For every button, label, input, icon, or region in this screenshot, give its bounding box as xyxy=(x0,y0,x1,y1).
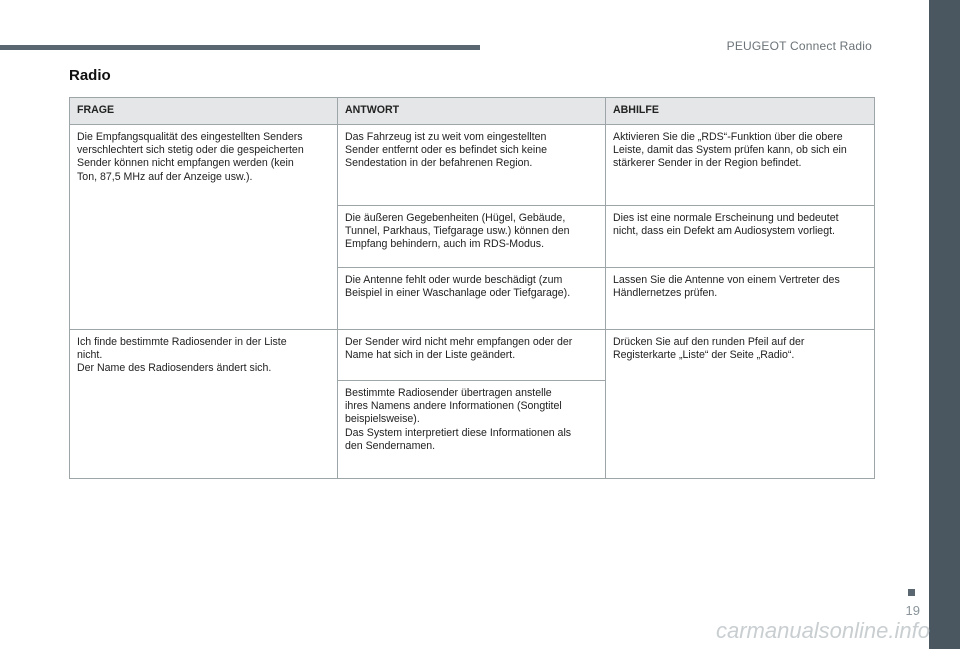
page-marker-square xyxy=(908,589,915,596)
question-cell: Ich finde bestimmte Radiosender in der Liste nicht. Der Name des Radiosenders ändert sich. xyxy=(70,330,338,479)
page-number: 19 xyxy=(905,603,920,618)
column-header-solution: ABHILFE xyxy=(606,98,875,125)
table-row xyxy=(70,330,875,381)
header-accent-bar xyxy=(0,45,480,50)
watermark: carmanualsonline.info xyxy=(715,618,930,643)
answer-cell: Die Antenne fehlt oder wurde beschädigt (zum Beispiel in einer Waschanlage oder Tiefgarage). xyxy=(338,268,606,330)
section-title: Radio xyxy=(69,67,111,84)
troubleshooting-table xyxy=(69,97,875,479)
manual-header-title: PEUGEOT Connect Radio xyxy=(726,39,872,53)
table-header-row xyxy=(70,98,875,125)
solution-cell: Aktivieren Sie die „RDS“-Funktion über die obere Leiste, damit das System prüfen kann, ob sich ein stärkerer Sender in der Region befindet. xyxy=(606,125,875,206)
question-cell: Die Empfangsqualität des eingestellten Senders verschlechtert sich stetig oder die gespeicherten Sender können nicht empfangen werden (kein Ton, 87,5 MHz auf der Anzeige usw.). xyxy=(70,125,338,330)
solution-cell: Dies ist eine normale Erscheinung und bedeutet nicht, dass ein Defekt am Audiosystem vorliegt. xyxy=(606,206,875,268)
column-header-question: FRAGE xyxy=(70,98,338,125)
answer-cell: Die äußeren Gegebenheiten (Hügel, Gebäude, Tunnel, Parkhaus, Tiefgarage usw.) können den Empfang behindern, auch im RDS-Modus. xyxy=(338,206,606,268)
answer-cell: Das Fahrzeug ist zu weit vom eingestellten Sender entfernt oder es befindet sich keine Sendestation in der befahrenen Region. xyxy=(338,125,606,206)
solution-cell: Drücken Sie auf den runden Pfeil auf der Registerkarte „Liste“ der Seite „Radio“. xyxy=(606,330,875,479)
column-header-answer: ANTWORT xyxy=(338,98,606,125)
solution-cell: Lassen Sie die Antenne von einem Vertreter des Händlernetzes prüfen. xyxy=(606,268,875,330)
page-edge-strip xyxy=(929,0,960,649)
table-row xyxy=(70,125,875,206)
answer-cell: Der Sender wird nicht mehr empfangen oder der Name hat sich in der Liste geändert. xyxy=(338,330,606,381)
answer-cell: Bestimmte Radiosender übertragen anstelle ihres Namens andere Informationen (Songtitel beispielsweise). Das System interpretiert diese Informationen als den Sendernamen. xyxy=(338,381,606,479)
